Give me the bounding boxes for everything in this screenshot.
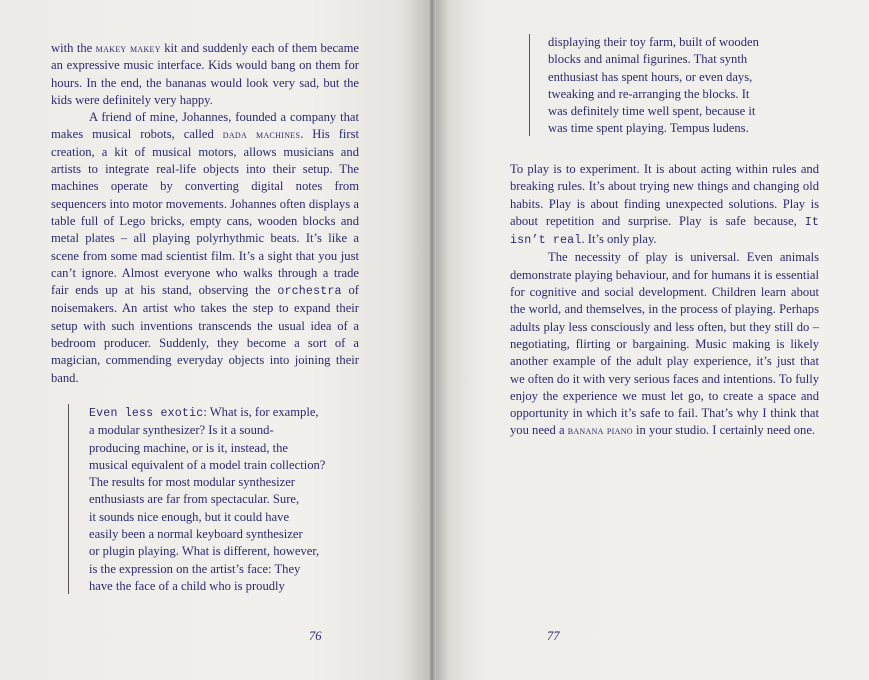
text-run: The necessity of play is universal. Even animals demonstrate playing behaviour, and for humans it is essential for cognitive and social development. Children learn about the world, and themselves, in the process of playing. Perhaps adults play less consciously and less often, but they still do – negotiating, flirting or bargaining. Music making is likely another example of the adult play experience, it’s just that we often do it with very serious faces and intentions. To fully enjoy the experience we must let go, to create a space and opportunity in which it’s safe to fail. That’s why I think that you need a [510,250,819,438]
monospace-emphasis: orchestra [277,285,342,299]
text-run: displaying their toy farm, built of wooden [548,35,759,49]
text-run: is the expression on the artist’s face: They [89,561,301,576]
paragraph [51,109,359,387]
quote-line [89,491,354,508]
text-run: kit and suddenly each of them became an expressive music interface. Kids would bang on them for hours. In the end, the bananas would look very sad, but the kids were definitely very happy. [51,41,360,107]
monospace-emphasis: Even less exotic [89,407,204,420]
right-body-text [510,161,819,440]
quote-line [89,561,354,578]
small-caps-text: banana piano [567,424,633,438]
text-run: blocks and animal figurines. That synth [548,52,748,67]
quote-line [89,509,354,526]
right-block-quote [529,34,788,136]
paragraph [51,40,359,109]
quote-line [89,440,354,457]
quote-line [548,103,788,120]
book-gutter [428,0,436,680]
text-run: with the [51,41,96,55]
text-run: musical equivalent of a model train collection? [89,457,326,472]
text-run: producing machine, or is it, instead, the [89,440,289,455]
text-run: : What is, for example, [203,405,319,419]
paragraph [510,249,819,439]
text-run: was time spent playing. Tempus ludens. [548,121,749,136]
quote-line [548,34,788,51]
text-run: . His first creation, a kit of musical motors, allows musicians and artists to integrate real-life objects into their setup. The machines operate by converting digital notes from sequencers into motor movements. Johannes often displays a table full of Lego bricks, empty cans, wooden blocks and metal plates – all playing polyrhythmic beats. It’s like a scene from some mad scientist film. It’s a sight that you just can’t ignore. Almost everyone who walks through a trade fair ends up at his stand, observing the [51,127,359,298]
quote-line [89,526,354,543]
small-caps-text: makey makey [95,42,161,55]
quote-line [89,578,354,595]
paragraph [510,161,819,249]
text-run: . It’s only play. [581,232,657,247]
text-run: tweaking and re-arranging the blocks. It [548,86,750,101]
page-number-left: 76 [309,629,322,643]
text-run: have the face of a child who is proudly [89,578,285,593]
text-run: a modular synthesizer? Is it a sound- [89,423,274,438]
page-number-right: 77 [547,629,560,643]
quote-line [548,86,788,103]
small-caps-text: dada machines [222,128,301,142]
text-run: was definitely time well spent, because it [548,104,756,119]
text-run: To play is to experiment. It is about acting within rules and breaking rules. It’s about trying new things and changing old habits. Play is about finding unexpected solutions. Play is about repetition and surprise. Play is safe because, [510,162,819,228]
left-body-text [51,40,359,387]
text-run: of noisemakers. An artist who takes the step to expand their setup with such inventions transcends the usual idea of a bedroom producer. Suddenly, they become a sort of a magician, commending everyday objects into joining their band. [51,283,360,385]
left-block-quote [68,404,354,594]
quote-line [548,120,788,137]
quote-line [89,474,354,491]
quote-line [89,543,354,560]
quote-line [548,51,788,68]
quote-line [548,69,788,86]
text-run: in your studio. I certainly need one. [632,423,816,438]
text-run: enthusiast has spent hours, or even days, [548,69,753,84]
text-run: The results for most modular synthesizer [89,475,296,490]
text-run: A friend of mine, Johannes, founded a company that makes musical robots, called [51,110,359,142]
monospace-emphasis: It isn’t real [510,215,819,248]
text-run: or plugin playing. What is different, however, [89,544,320,559]
quote-line [89,457,354,474]
text-run: enthusiasts are far from spectacular. Sure, [89,492,300,507]
quote-line [89,404,354,422]
text-run: it sounds nice enough, but it could have [89,509,290,524]
text-run: easily been a normal keyboard synthesizer [89,527,303,542]
quote-line [89,422,354,439]
